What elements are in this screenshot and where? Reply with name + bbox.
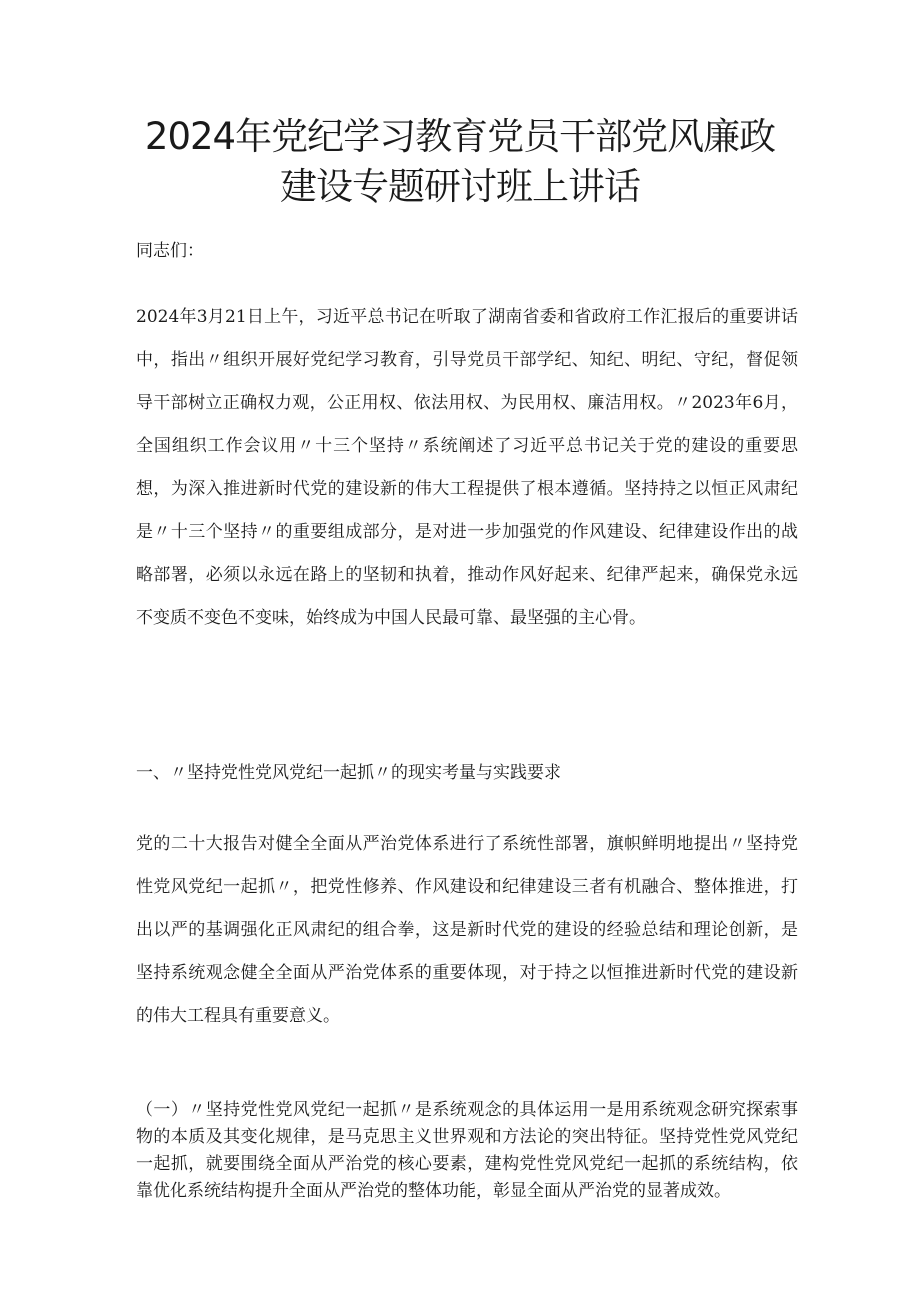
paragraph-section-one: 党的二十大报告对健全全面从严治党体系进行了系统性部署，旗帜鲜明地提出〃坚持党性党风党纪一起抓〃，把党性修养、作风建设和纪律建设三者有机融合、整体推进，打出以严的基调强化正风肃纪的组合拳，这是新时代党的建设的经验总结和理论创新，是坚持系统观念健全全面从严治党体系的重要体现，对于持之以恒推进新时代党的建设新的伟大工程具有重要意义。 <box>136 834 798 1026</box>
salutation: 同志们： <box>136 241 204 261</box>
paragraph-intro: 2024年3月21日上午，习近平总书记在听取了湖南省委和省政府工作汇报后的重要讲话中，指出〃组织开展好党纪学习教育，引导党员干部学纪、知纪、明纪、守纪，督促领导干部树立正确权力观，公正用权、依法用权、为民用权、廉洁用权。〃2023年6月，全国组织工作会议用〃十三个坚持〃系统阐述了习近平总书记关于党的建设的重要思想，为深入推进新时代党的建设新的伟大工程提供了根本遵循。坚持持之以恒正风肃纪是〃十三个坚持〃的重要组成部分，是对进一步加强党的作风建设、纪律建设作出的战略部署，必须以永远在路上的坚韧和执着，推动作风好起来、纪律严起来，确保党永远不变质不变色不变味，始终成为中国人民最可靠、最坚强的主心骨。 <box>136 307 798 628</box>
title-line-2: 建设专题研讨班上讲话 <box>280 165 640 208</box>
paragraph-subsection-one: （一）〃坚持党性党风党纪一起抓〃是系统观念的具体运用一是用系统观念研究探索事物的本质及其变化规律，是马克思主义世界观和方法论的突出特征。坚持党性党风党纪一起抓，就要围绕全面从严治党的核心要素，建构党性党风党纪一起抓的系统结构，依靠优化系统结构提升全面从严治党的整体功能，彰显全面从严治党的显著成效。 <box>136 1100 798 1201</box>
section-heading: 一、〃坚持党性党风党纪一起抓〃的现实考量与实践要求 <box>136 763 561 783</box>
title-line-1: 2024年党纪学习教育党员干部党风廉政 <box>144 115 776 158</box>
document-title <box>60 112 860 212</box>
